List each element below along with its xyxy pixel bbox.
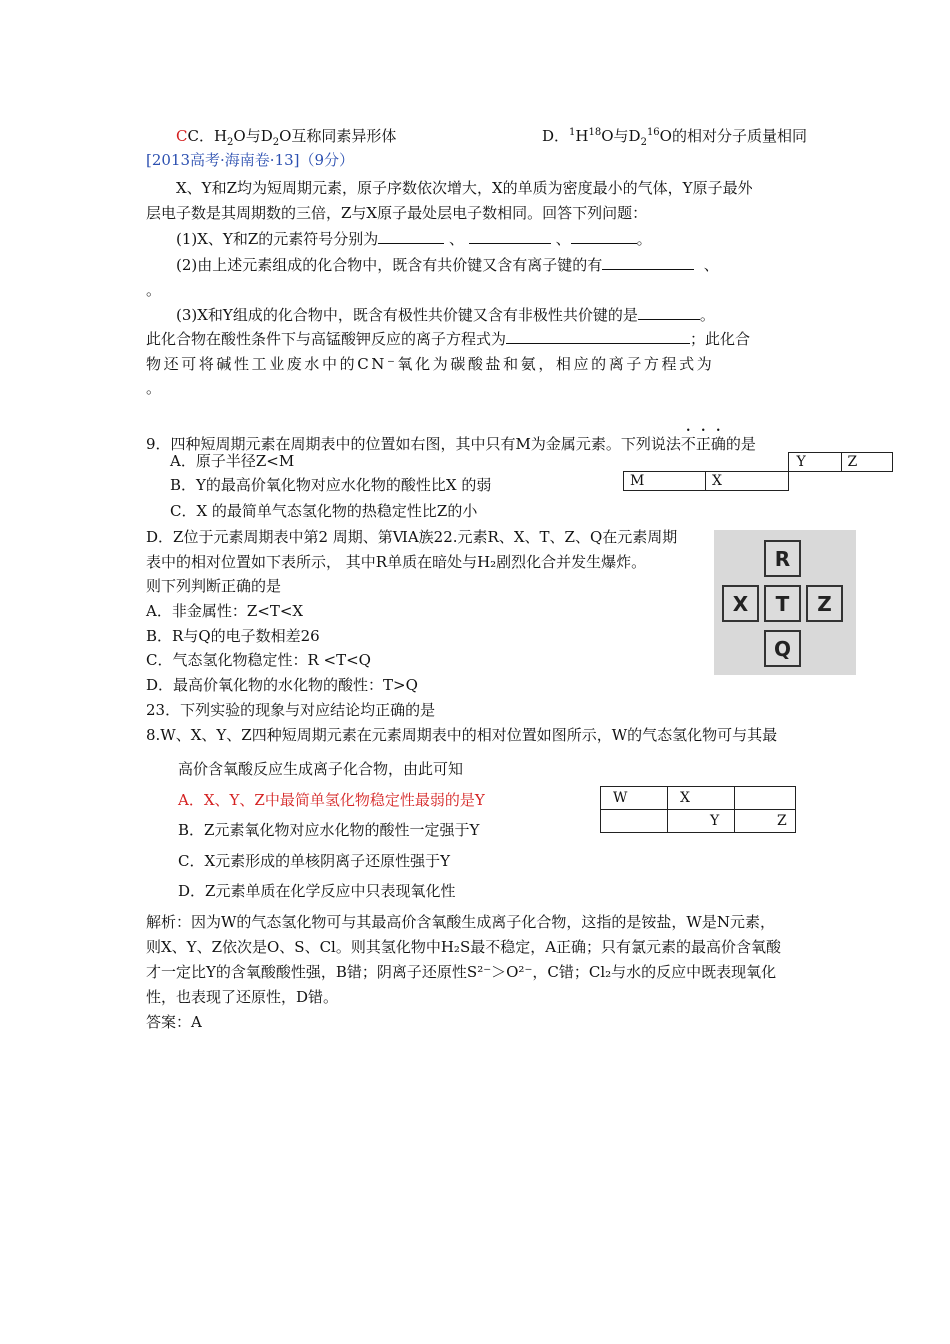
q9-option-c: C．X 的最简单气态氢化物的热稳定性比Z的小 — [170, 502, 478, 520]
cross-cell-q: Q — [764, 630, 801, 667]
cross-cell-z: Z — [806, 585, 843, 622]
subquestion-3-line-3: 物还可将碱性工业废水中的CN⁻氧化为碳酸盐和氨，相应的离子方程式为 — [146, 355, 715, 373]
q8-cell-z: Z — [735, 810, 796, 833]
q9-cell-empty — [841, 472, 892, 491]
q9-cell-empty — [624, 453, 706, 472]
q8-option-b: B．Z元素氧化物对应水化物的酸性一定强于Y — [178, 821, 480, 839]
q8-periodic-table — [600, 786, 796, 833]
cross-cell-r: R — [764, 540, 801, 577]
q22-option-a: A．非金属性：Z<T<X — [146, 602, 304, 620]
q8-stem-1: 8.W、X、Y、Z四种短周期元素在元素周期表中的相对位置如图所示，W的气态氢化物可与其最 — [146, 726, 778, 744]
q22-element-cross-figure — [714, 530, 856, 675]
q8-cell-empty — [601, 810, 668, 833]
q9-option-d-q22-stem: D．Z位于元素周期表中第2 周期、第ⅥA族22.元素R、X、T、Z、Q在元素周期 — [146, 528, 678, 546]
subquestion-3: (3)X和Y组成的化合物中，既含有极性共价键又含有非极性共价键的是 。 — [176, 306, 715, 324]
cross-cell-x: X — [722, 585, 759, 622]
q9-cell-empty — [706, 453, 789, 472]
q8-option-a: A．X、Y、Z中最简单氢化物稳定性最弱的是Y — [178, 791, 485, 809]
q9-stem: 9．四种短周期元素在周期表中的位置如右图，其中只有M为金属元素。下列说法不正确的是 — [146, 435, 756, 453]
q8-stem-2: 高价含氧酸反应生成离子化合物，由此可知 — [178, 760, 464, 778]
q8-cell-y: Y — [668, 810, 735, 833]
answer-line: 答案：A — [146, 1013, 202, 1031]
q8-cell-x: X — [668, 787, 735, 810]
source-header: [2013高考·海南卷·13]（9分） — [146, 151, 355, 169]
q8-cell-w: W — [601, 787, 668, 810]
q9-cell-empty — [788, 472, 841, 491]
q22-stem-2: 表中的相对位置如下表所示， 其中R单质在暗处与H₂剧烈化合并发生爆炸。 — [146, 553, 647, 571]
q9-cell-m: M — [624, 472, 706, 491]
stem-line-1: X、Y和Z均为短周期元素，原子序数依次增大，X的单质为密度最小的气体，Y原子最外 — [176, 179, 753, 197]
stem-line-2: 层电子数是其周期数的三倍，Z与X原子最处层电子数相同。回答下列问题： — [146, 204, 648, 222]
q9-cell-y: Y — [788, 453, 841, 472]
cross-cell-t: T — [764, 585, 801, 622]
q9-cell-z: Z — [841, 453, 892, 472]
q8-option-d: D．Z元素单质在化学反应中只表现氧化性 — [178, 882, 456, 900]
q9-periodic-table — [623, 452, 893, 491]
solution-line-2: 则X、Y、Z依次是O、S、Cl。则其氢化物中H₂S最不稳定，A正确；只有氯元素的最高价含氧酸 — [146, 938, 782, 956]
q8-option-c: C．X元素形成的单核阴离子还原性强于Y — [178, 852, 451, 870]
q9-option-b: B．Y的最高价氧化物对应水化物的酸性比X 的弱 — [170, 476, 492, 494]
q9-cell-x: X — [706, 472, 789, 491]
subquestion-2: (2)由上述元素组成的化合物中，既含有共价键又含有离子键的有 、 — [176, 256, 719, 274]
q8-cell-empty — [735, 787, 796, 810]
solution-line-4: 性，也表现了还原性，D错。 — [146, 988, 339, 1006]
q22-option-b: B．R与Q的电子数相差26 — [146, 627, 320, 645]
subquestion-2-end: 。 — [146, 281, 162, 299]
q23-stem: 23．下列实验的现象与对应结论均正确的是 — [146, 701, 436, 719]
subquestion-3-end: 。 — [146, 379, 162, 397]
q22-option-c: C．气态氢化物稳定性：R <T<Q — [146, 651, 371, 669]
q22-option-d: D．最高价氧化物的水化物的酸性：T>Q — [146, 676, 418, 694]
option-c-line: CC．$H_2O$与$D_2O$互称同素异形体 — [176, 127, 397, 148]
solution-line-1: 解析：因为W的气态氢化物可与其最高价含氧酸生成离子化合物，这指的是铵盐，W是N元素， — [146, 913, 775, 931]
subquestion-1: (1)X、Y和Z的元素符号分别为 、 、 。 — [176, 230, 652, 248]
option-d-line: D．$^1H^{18}O$与$D_2^{16}O$的相对分子质量相同 — [542, 127, 807, 148]
solution-line-3: 才一定比Y的含氧酸酸性强，B错；阴离子还原性S²⁻＞O²⁻，C错；Cl₂与水的反应中既表现氧化 — [146, 963, 777, 981]
q9-option-a: A．原子半径Z<M — [170, 452, 295, 470]
subquestion-3-line-2: 此化合物在酸性条件下与高锰酸钾反应的离子方程式为 ；此化合 — [146, 330, 751, 348]
q22-stem-3: 则下列判断正确的是 — [146, 577, 282, 595]
